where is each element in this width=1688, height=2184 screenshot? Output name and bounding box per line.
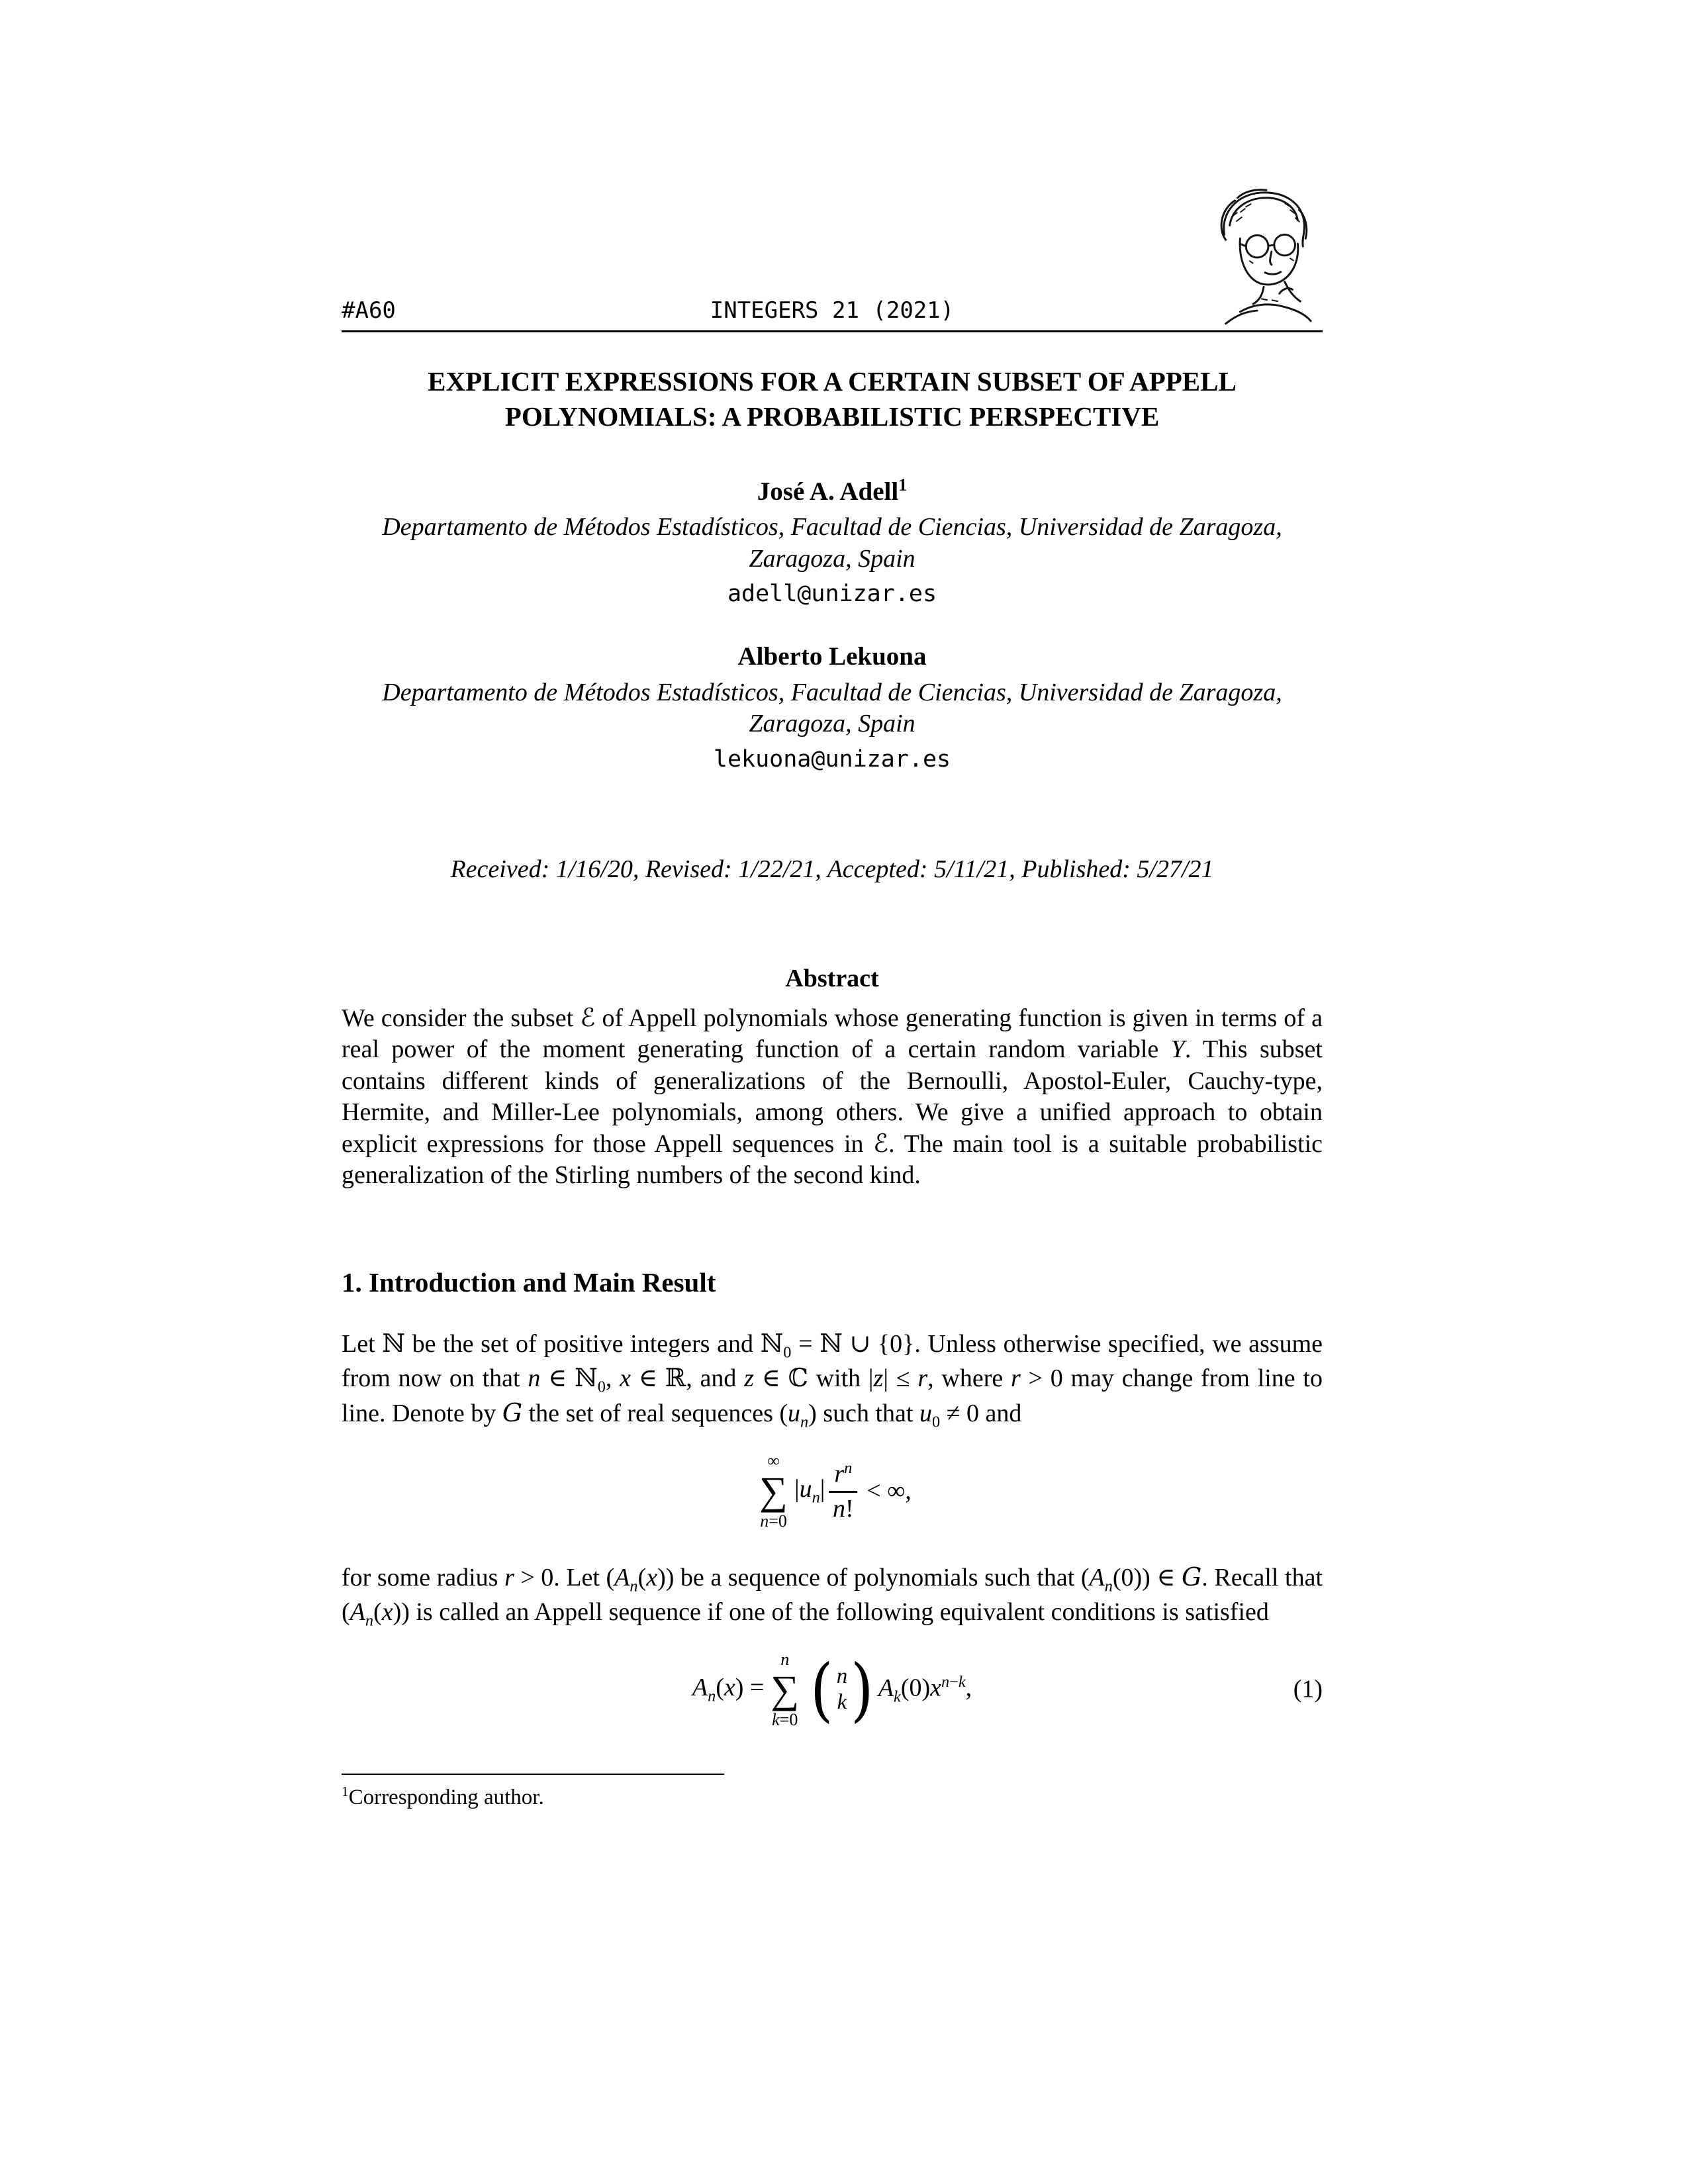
series-term: $|u_n|$ xyxy=(794,1475,825,1507)
author-affiliation: Departamento de Métodos Estadísticos, Facultad de Ciencias, Universidad de Zaragoza, Zaragoza, Spain xyxy=(382,678,1282,738)
header-rule xyxy=(342,330,1323,332)
paragraph: Let ℕ be the set of positive integers and ℕ$_0$ = ℕ ∪ {0}. Unless otherwise specified, we assume from now on that n ∈ ℕ$_0$, x ∈ ℝ, and z ∈ ℂ with |z| ≤ r, where r > 0 may change from line to line. Denote by G the set of real sequences $(u_n)$ such that $u_0 \ne 0$ and xyxy=(342,1329,1323,1431)
author-affiliation: Departamento de Métodos Estadísticos, Facultad de Ciencias, Universidad de Zaragoza, Zaragoza, Spain xyxy=(382,513,1282,573)
author-footnote-mark: 1 xyxy=(898,475,908,495)
author-email: lekuona@unizar.es xyxy=(713,745,951,773)
fraction-numerator: $r^n$ xyxy=(829,1460,857,1494)
abstract-text: We consider the subset ℰ of Appell polynomials whose generating function is given in terms of a real power of the moment generating function of a certain random variable Y. This subset contains different kinds of generalizations of the Bernoulli, Apostol-Euler, Cauchy-type, Hermite, and Miller-Lee polynomials, among others. We give a unified approach to obtain explicit expressions for those Appell sequences in ℰ. The main tool is a suitable probabilistic generalization of the Stirling numbers of the second kind. xyxy=(342,1004,1323,1190)
author-name-text: Alberto Lekuona xyxy=(737,642,927,671)
paper-id: #A60 xyxy=(342,297,396,324)
summation xyxy=(759,1450,788,1533)
fraction xyxy=(829,1460,857,1523)
equation-lhs: $A_n(x)$ = xyxy=(692,1674,765,1705)
binomial-coefficient xyxy=(808,1649,876,1731)
right-paren: ) xyxy=(851,1649,874,1731)
dates-line: Received: 1/16/20, Revised: 1/22/21, Accepted: 5/11/21, Published: 5/27/21 xyxy=(450,855,1214,883)
footnote xyxy=(342,1774,1323,1811)
display-equation-series xyxy=(342,1450,1323,1533)
summation xyxy=(771,1648,799,1731)
footnote-text xyxy=(342,1783,1323,1811)
running-head xyxy=(342,297,1323,325)
binomial-bottom: k xyxy=(837,1690,847,1715)
author-block xyxy=(342,475,1323,610)
sum-lower-limit: n=0 xyxy=(760,1511,787,1531)
binomial-stack xyxy=(835,1664,849,1716)
series-tail: < ∞, xyxy=(867,1476,912,1505)
sum-lower-limit: k=0 xyxy=(772,1709,798,1729)
footnote-mark: 1 xyxy=(342,1783,349,1799)
equation-number: (1) xyxy=(1293,1675,1323,1703)
footnote-rule xyxy=(342,1774,724,1775)
display-equation-appell xyxy=(342,1648,1323,1731)
left-paren: ( xyxy=(810,1649,833,1731)
footnote-text-body: Corresponding author. xyxy=(348,1785,544,1809)
author-name-text: José A. Adell xyxy=(757,477,899,506)
page-header xyxy=(342,0,1323,332)
text-column xyxy=(342,0,1323,1811)
paragraph: for some radius r > 0. Let $(A_n(x))$ be a sequence of polynomials such that $(A_n(0))$ ∈ G. Recall that $(A_n(x))$ is called an Appell sequence if one of the following equivalent conditions is satisfied xyxy=(342,1562,1323,1630)
sum-upper-limit: n xyxy=(780,1649,790,1669)
section-heading: 1. Introduction and Main Result xyxy=(342,1266,716,1298)
author-email: adell@unizar.es xyxy=(727,581,937,608)
binomial-top: n xyxy=(836,1664,848,1688)
sum-upper-limit: ∞ xyxy=(767,1450,780,1470)
sum-symbol: ∑ xyxy=(771,1667,800,1711)
equation-rhs: $A_k(0)x^{n-k}$, xyxy=(878,1672,972,1706)
journal-title: INTEGERS 21 (2021) xyxy=(710,297,955,324)
sum-symbol: ∑ xyxy=(759,1468,788,1513)
fraction-denominator: n! xyxy=(832,1495,854,1523)
author-name xyxy=(342,475,1323,508)
author-block xyxy=(342,640,1323,775)
abstract-heading: Abstract xyxy=(785,965,879,993)
author-name xyxy=(342,640,1323,673)
paper-title: EXPLICIT EXPRESSIONS FOR A CERTAIN SUBSET OF APPELL POLYNOMIALS: A PROBABILISTIC PERSPECTIVE xyxy=(428,366,1237,432)
